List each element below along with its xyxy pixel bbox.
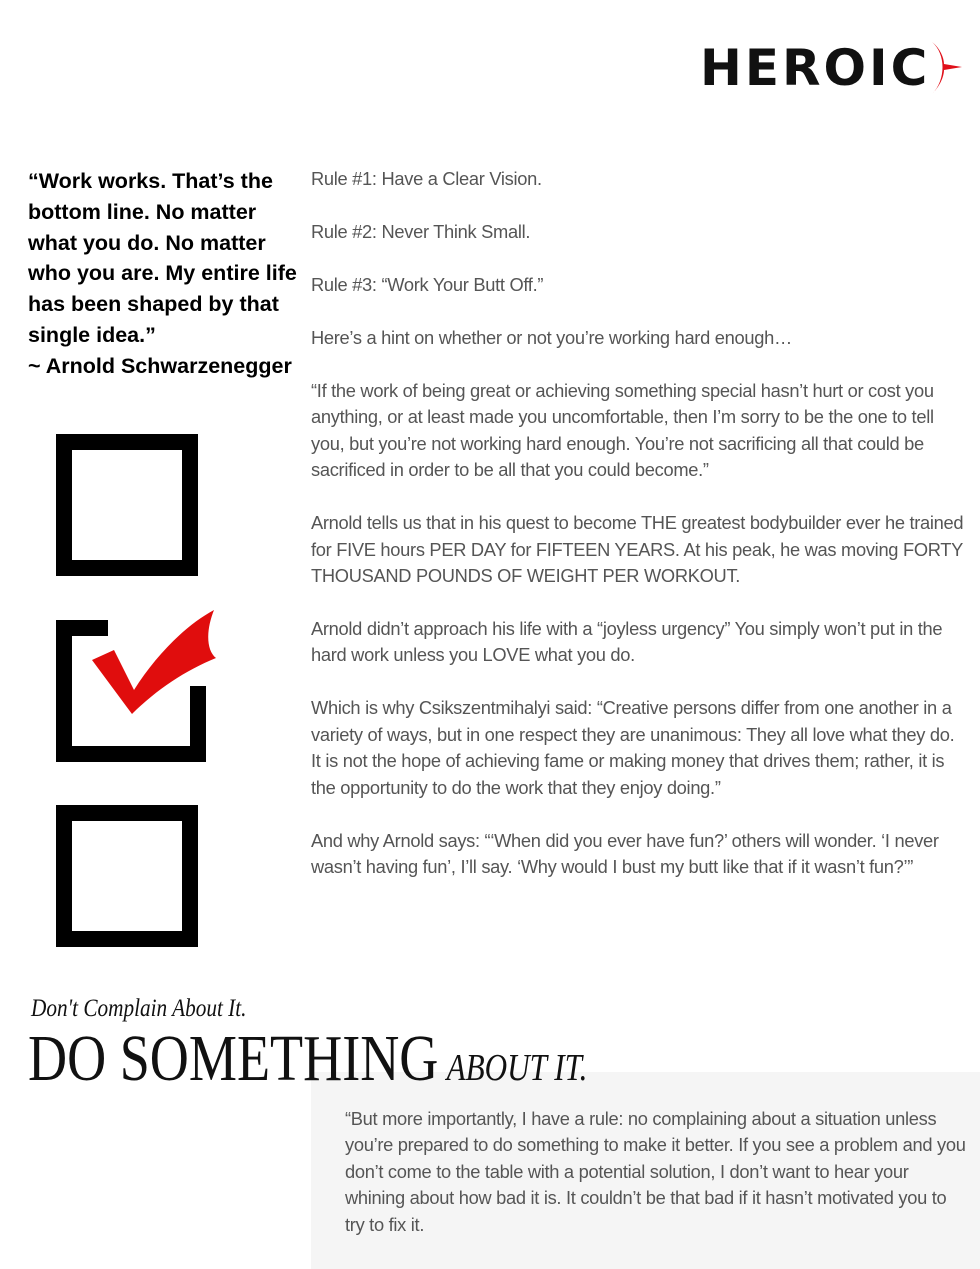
article-body — [311, 166, 966, 907]
paragraph: Rule #2: Never Think Small. — [311, 221, 531, 242]
paragraph: Which is why Csikszentmihalyi said: “Creative persons differ from one another in a variety of ways, but in one respect they are unanimous: They all love what they do. It is not the hope of achieving fame or making money that drives them; rather, it is the opportunity to do the work that they enjoy doing.” — [311, 697, 955, 798]
headline-tail: ABOUT IT. — [446, 1047, 588, 1089]
paragraph: Arnold tells us that in his quest to become THE greatest bodybuilder ever he trained for FIVE hours PER DAY for FIFTEEN YEARS. At his peak, he was moving FORTY THOUSAND POUNDS OF WEIGHT PER WORKOUT. — [311, 512, 964, 587]
paragraph: Arnold didn’t approach his life with a “joyless urgency” You simply won’t put in the hard work unless you LOVE what you do. — [311, 618, 943, 666]
logo-text: HEROIC — [700, 39, 931, 97]
headline-subtitle: Don't Complain About It. — [31, 995, 247, 1022]
quote-author: ~ Arnold Schwarzenegger — [28, 353, 292, 378]
paragraph: “If the work of being great or achieving something special hasn’t hurt or cost you anything, or at least made you uncomfortable, then I’m sorry to be the one to tell you, but you’re not working hard enough. You’re not sacrificing all that could be sacrificed in order to be all that you could become.” — [311, 380, 934, 481]
panel-text: “But more importantly, I have a rule: no complaining about a situation unless you’re prepared to do something to make it better. If you see a problem and you don’t come to the table with a potential solution, I don’t want to hear your whining about how bad it is. It couldn’t be that bad if it hasn’t motivated you to try to fix it. — [345, 1108, 966, 1235]
empty-checkbox-icon — [56, 805, 198, 947]
checked-checkbox-icon — [56, 610, 218, 764]
empty-checkbox-icon — [56, 434, 198, 576]
paragraph: Rule #1: Have a Clear Vision. — [311, 168, 542, 189]
pull-quote — [28, 166, 303, 382]
quote-text: “Work works. That’s the bottom line. No matter what you do. No matter who you are. My entire life has been shaped by that single idea.” — [28, 169, 297, 347]
swoosh-arrow-icon — [926, 40, 964, 96]
paragraph: Rule #3: “Work Your Butt Off.” — [311, 274, 544, 295]
paragraph: And why Arnold says: “‘When did you ever have fun?’ others will wonder. ‘I never wasn’t having fun’, I’ll say. ‘Why would I bust my butt like that if it wasn’t fun?’” — [311, 829, 939, 878]
quote-panel — [311, 1072, 980, 1269]
heroic-logo — [700, 40, 964, 96]
paragraph: Here’s a hint on whether or not you’re working hard enough… — [311, 327, 792, 348]
headline-main: DO SOMETHING — [28, 1022, 439, 1095]
headline — [28, 1022, 588, 1095]
